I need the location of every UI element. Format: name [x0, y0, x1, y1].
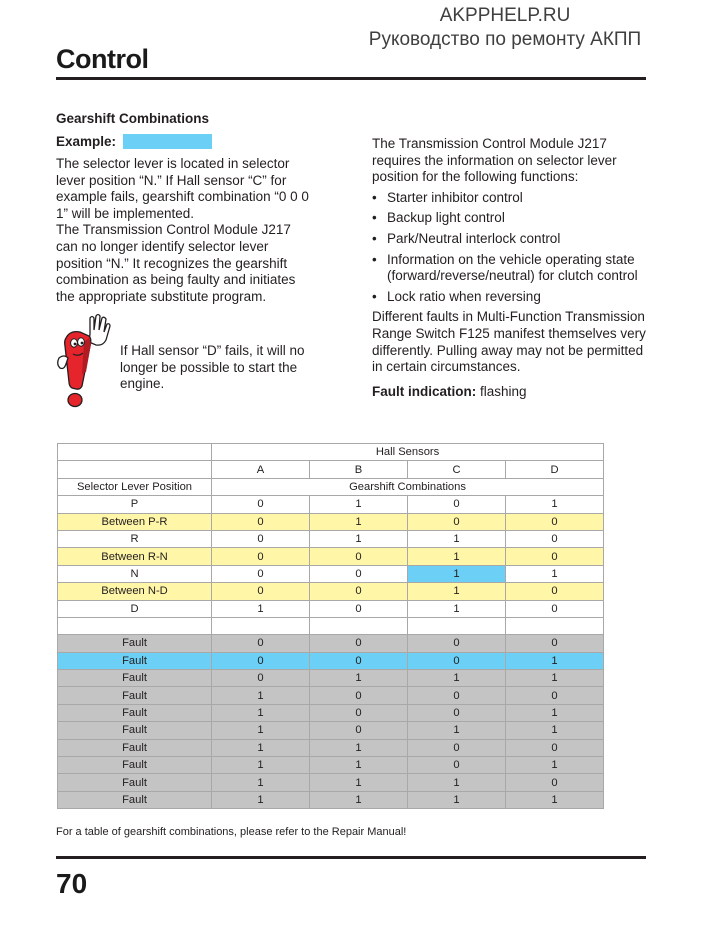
position-row	[58, 513, 604, 530]
value-cell-b: 1	[310, 513, 408, 530]
value-cell-a: 0	[212, 652, 310, 669]
value-cell-a: 1	[212, 722, 310, 739]
value-cell-b: 1	[310, 739, 408, 756]
list-item	[372, 252, 647, 285]
value-cell-d: 0	[506, 774, 604, 791]
value-cell-d: 0	[506, 530, 604, 547]
value-cell-a: 1	[212, 739, 310, 756]
left-paragraph-2: The Transmission Control Module J217 can no longer identify selector lever position “N.” It recognizes the gearshift combination as being faulty and initiates the appropriate substitute program.	[56, 222, 296, 304]
value-cell-b	[310, 617, 408, 634]
right-column	[372, 136, 647, 400]
value-cell-d: 1	[506, 704, 604, 721]
value-cell-d: 1	[506, 757, 604, 774]
value-cell-b: 0	[310, 600, 408, 617]
bullet-icon: •	[372, 189, 377, 205]
value-cell-b: 1	[310, 496, 408, 513]
value-cell-a: 1	[212, 791, 310, 808]
value-cell-c: 1	[408, 548, 506, 565]
value-cell-d: 1	[506, 565, 604, 582]
example-swatch	[123, 134, 212, 149]
section-title: Control	[56, 44, 149, 74]
value-cell-c: 0	[408, 635, 506, 652]
position-row	[58, 530, 604, 547]
value-cell-a: 0	[212, 583, 310, 600]
value-cell-d: 0	[506, 600, 604, 617]
value-cell-c: 1	[408, 530, 506, 547]
value-cell-a: 1	[212, 757, 310, 774]
faults-paragraph: Different faults in Multi-Function Transmission Range Switch F125 manifest themselves very differently. Pulling away may not be permitted in certain circumstances.	[372, 309, 646, 375]
value-cell-c: 1	[408, 722, 506, 739]
value-cell-a	[212, 617, 310, 634]
value-cell-a: 0	[212, 548, 310, 565]
value-cell-c: 0	[408, 739, 506, 756]
row-label-cell: Between P-R	[58, 513, 212, 530]
row-label-cell: N	[58, 565, 212, 582]
value-cell-c: 1	[408, 565, 506, 582]
warning-note: If Hall sensor “D” fails, it will no longer be possible to start the engine.	[120, 343, 305, 392]
value-cell-b: 1	[310, 530, 408, 547]
sensor-col-b: B	[310, 461, 408, 478]
fault-row	[58, 774, 604, 791]
value-cell-c: 0	[408, 513, 506, 530]
row-label-cell: Fault	[58, 722, 212, 739]
value-cell-a: 1	[212, 704, 310, 721]
list-item	[372, 190, 647, 207]
fault-row	[58, 652, 604, 669]
value-cell-c: 1	[408, 670, 506, 687]
position-row	[58, 583, 604, 600]
value-cell-d: 1	[506, 496, 604, 513]
bullet-icon: •	[372, 230, 377, 246]
value-cell-c	[408, 617, 506, 634]
hall-sensors-header: Hall Sensors	[212, 444, 604, 461]
left-paragraph-1: The selector lever is located in selector lever position “N.” If Hall sensor “C” for example fails, gearshift combination “0 0 0 1” will be implemented.	[56, 156, 309, 221]
value-cell-b: 0	[310, 722, 408, 739]
list-item	[372, 231, 647, 248]
value-cell-a: 1	[212, 774, 310, 791]
gearshift-combinations-table	[57, 443, 604, 809]
top-rule	[56, 77, 646, 80]
value-cell-b: 1	[310, 670, 408, 687]
value-cell-b: 0	[310, 687, 408, 704]
value-cell-d: 1	[506, 652, 604, 669]
value-cell-b: 1	[310, 757, 408, 774]
fault-indication-value: flashing	[480, 383, 527, 399]
value-cell-d: 1	[506, 791, 604, 808]
value-cell-d: 0	[506, 513, 604, 530]
example-label: Example:	[56, 134, 117, 149]
fault-indication-label: Fault indication:	[372, 383, 477, 399]
fault-row	[58, 687, 604, 704]
value-cell-a: 1	[212, 600, 310, 617]
value-cell-b: 0	[310, 704, 408, 721]
value-cell-d: 0	[506, 739, 604, 756]
row-label-cell: P	[58, 496, 212, 513]
sensor-col-c: C	[408, 461, 506, 478]
value-cell-c: 0	[408, 687, 506, 704]
list-item-text: Backup light control	[387, 210, 505, 226]
function-list	[372, 190, 647, 306]
bottom-rule	[56, 856, 646, 859]
value-cell-c: 0	[408, 496, 506, 513]
list-item-text: Park/Neutral interlock control	[387, 230, 561, 246]
value-cell-c: 1	[408, 583, 506, 600]
sensor-col-d: D	[506, 461, 604, 478]
row-label-cell: Between N-D	[58, 583, 212, 600]
row-label-cell	[58, 617, 212, 634]
value-cell-a: 0	[212, 496, 310, 513]
row-label-cell: Between R-N	[58, 548, 212, 565]
value-cell-a: 0	[212, 530, 310, 547]
fault-row	[58, 791, 604, 808]
row-label-cell: R	[58, 530, 212, 547]
row-label-cell: Fault	[58, 652, 212, 669]
value-cell-d: 0	[506, 548, 604, 565]
value-cell-c: 1	[408, 791, 506, 808]
subheading: Gearshift Combinations	[56, 111, 210, 126]
row-label-cell: Fault	[58, 774, 212, 791]
value-cell-d: 1	[506, 670, 604, 687]
value-cell-d: 1	[506, 722, 604, 739]
sensor-col-a: A	[212, 461, 310, 478]
footnote: For a table of gearshift combinations, please refer to the Repair Manual!	[56, 826, 407, 838]
position-row	[58, 548, 604, 565]
value-cell-b: 0	[310, 565, 408, 582]
warning-exclamation-mascot-icon	[56, 312, 114, 408]
row-label-cell: Fault	[58, 704, 212, 721]
combinations-header: Gearshift Combinations	[212, 478, 604, 495]
fault-row	[58, 739, 604, 756]
watermark-line1: AKPPHELP.RU	[439, 5, 571, 26]
sensor-columns-row	[58, 461, 604, 478]
fault-row	[58, 635, 604, 652]
watermark	[355, 4, 655, 52]
value-cell-d	[506, 617, 604, 634]
fault-row	[58, 670, 604, 687]
bullet-icon: •	[372, 210, 377, 226]
row-label-cell: Fault	[58, 739, 212, 756]
value-cell-b: 1	[310, 791, 408, 808]
row-label-cell: D	[58, 600, 212, 617]
watermark-line2: Руководство по ремонту АКПП	[368, 29, 642, 50]
fault-indication	[372, 384, 647, 401]
value-cell-a: 0	[212, 565, 310, 582]
list-item	[372, 289, 647, 306]
left-column	[56, 156, 314, 305]
value-cell-b: 1	[310, 774, 408, 791]
row-label-cell: Fault	[58, 687, 212, 704]
value-cell-a: 0	[212, 635, 310, 652]
value-cell-c: 0	[408, 652, 506, 669]
bullet-icon: •	[372, 288, 377, 304]
table-corner-cell	[58, 444, 212, 461]
row-label-cell: Fault	[58, 791, 212, 808]
row-label-cell: Fault	[58, 757, 212, 774]
fault-row	[58, 757, 604, 774]
list-item-text: Lock ratio when reversing	[387, 288, 541, 304]
value-cell-d: 0	[506, 583, 604, 600]
value-cell-a: 0	[212, 670, 310, 687]
row-label-cell: Fault	[58, 670, 212, 687]
value-cell-d: 0	[506, 687, 604, 704]
value-cell-c: 1	[408, 600, 506, 617]
subheader-row	[58, 478, 604, 495]
value-cell-c: 0	[408, 704, 506, 721]
list-item-text: Information on the vehicle operating state (forward/reverse/neutral) for clutch control	[387, 251, 638, 284]
value-cell-a: 1	[212, 687, 310, 704]
list-item	[372, 210, 647, 227]
spacer-row	[58, 617, 604, 634]
value-cell-b: 0	[310, 583, 408, 600]
position-row	[58, 565, 604, 582]
value-cell-b: 0	[310, 652, 408, 669]
list-item-text: Starter inhibitor control	[387, 189, 523, 205]
row-label-cell: Fault	[58, 635, 212, 652]
value-cell-b: 0	[310, 635, 408, 652]
bullet-icon: •	[372, 251, 377, 267]
fault-row	[58, 704, 604, 721]
table-corner-cell	[58, 461, 212, 478]
value-cell-a: 0	[212, 513, 310, 530]
value-cell-c: 1	[408, 774, 506, 791]
position-row	[58, 496, 604, 513]
value-cell-b: 0	[310, 548, 408, 565]
value-cell-d: 0	[506, 635, 604, 652]
value-cell-c: 0	[408, 757, 506, 774]
right-intro: The Transmission Control Module J217 requires the information on selector lever position for the following functions:	[372, 136, 617, 185]
fault-row	[58, 722, 604, 739]
position-header: Selector Lever Position	[58, 478, 212, 495]
example-legend	[56, 134, 212, 149]
table-header-row	[58, 444, 604, 461]
position-row	[58, 600, 604, 617]
page-number: 70	[56, 868, 88, 899]
